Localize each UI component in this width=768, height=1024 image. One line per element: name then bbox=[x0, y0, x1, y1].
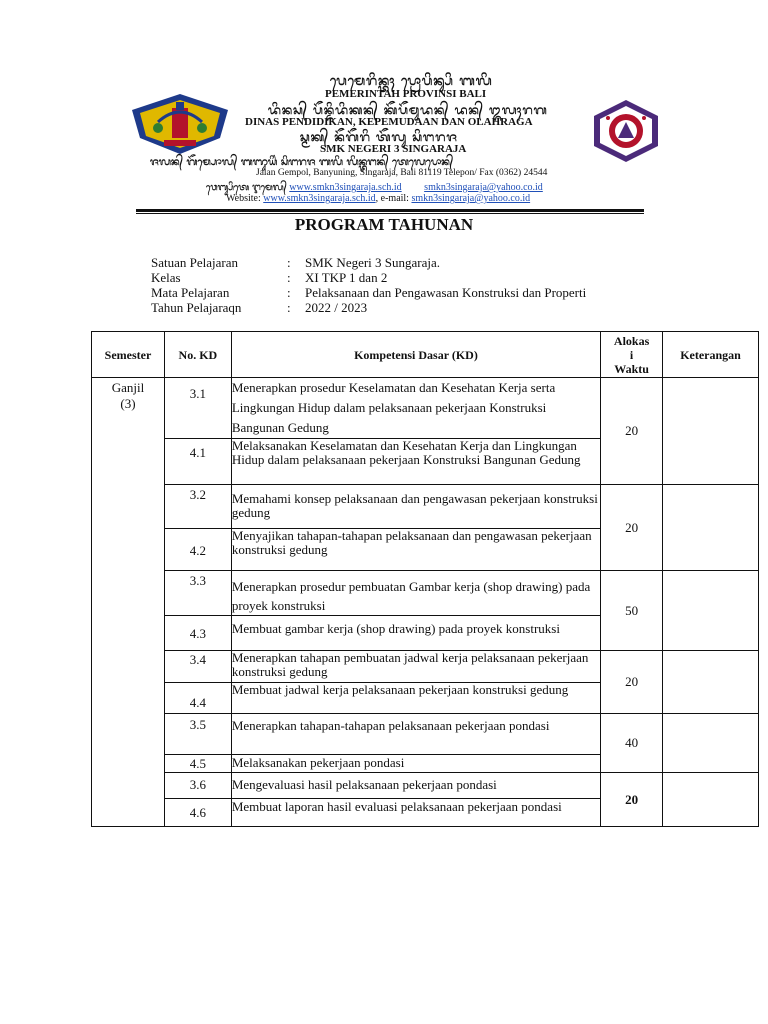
kd-number: 3.1 bbox=[164, 378, 231, 439]
kd-description: Melaksanakan pekerjaan pondasi bbox=[231, 755, 600, 773]
kd-number: 4.2 bbox=[164, 529, 231, 571]
header-alokasi-line: Alokas bbox=[613, 333, 650, 348]
balinese-script-line: ᬧᬾᬫᬾᬭᬶᬦ᭄ᬢᬄ ᬧ᭄ᬭᭀᬧᬶᬦ᭄ᬲᬶ ᬩᬮᬶ bbox=[330, 74, 493, 89]
email-link[interactable]: smkn3singaraja@yahoo.co.id bbox=[411, 193, 531, 204]
letterhead-divider-thin bbox=[136, 213, 644, 214]
contact-line-2 bbox=[226, 193, 530, 204]
kd-number: 3.5 bbox=[164, 714, 231, 755]
identity-separator: : bbox=[287, 300, 291, 315]
kd-description: Menyajikan tahapan-tahapan pelaksanaan dan pengawasan pekerjaan konstruksi gedung bbox=[231, 529, 600, 571]
kd-description: Membuat gambar kerja (shop drawing) pada proyek konstruksi bbox=[231, 616, 600, 651]
balinese-script-line: ᬤᬶᬦᬲ᭄ ᬧᭂᬦ᭄ᬤᬶᬤᬶᬓᬦ᭄ ᬓᭂᬧᭂᬫᬸᬤᬦ᭄ ᬤᬦ᭄ ᬑᬮᬄᬭᬕ bbox=[268, 103, 548, 117]
kd-description: Menerapkan prosedur pembuatan Gambar kerja (shop drawing) pada proyek konstruksi bbox=[231, 571, 600, 616]
letterhead-divider bbox=[136, 209, 644, 212]
kd-description: Membuat laporan hasil evaluasi pelaksanaan pekerjaan pondasi bbox=[231, 799, 600, 827]
alokasi-cell: 20 bbox=[601, 651, 663, 714]
identity-separator: : bbox=[287, 270, 291, 285]
department-name: DINAS PENDIDIKAN, KEPEMUDAAN DAN OLAHRAGA bbox=[245, 116, 533, 128]
keterangan-cell bbox=[663, 571, 759, 651]
kd-description: Mengevaluasi hasil pelaksanaan pekerjaan pondasi bbox=[231, 773, 600, 799]
keterangan-cell bbox=[663, 773, 759, 827]
kd-table bbox=[91, 331, 759, 827]
identity-block bbox=[151, 255, 586, 315]
header-no-kd: No. KD bbox=[164, 332, 231, 378]
alokasi-cell: 20 bbox=[601, 773, 663, 827]
header-alokasi-line: Waktu bbox=[614, 361, 649, 376]
kd-number: 4.3 bbox=[164, 616, 231, 651]
semester-number: (3) bbox=[120, 396, 136, 411]
kd-number: 3.2 bbox=[164, 485, 231, 529]
identity-value: SMK Negeri 3 Sungaraja. bbox=[305, 255, 441, 270]
kd-number: 3.3 bbox=[164, 571, 231, 616]
identity-value: 2022 / 2023 bbox=[305, 300, 368, 315]
header-keterangan: Keterangan bbox=[663, 332, 759, 378]
balinese-script-line: ᬚᬮᬦ᭄ ᬕᭂᬫ᭄ᬧᭀᬮ᭄ ᬩᬜᬸᬬᬶᬂ ᬲᬶᬗᬭᬚ ᬩᬮᬶ ᬮᬶᬦ᭄ᬢᬗᬦ᭄ ᬢᬾᬮᬾᬧᭀᬦ᭄ bbox=[150, 157, 454, 168]
table-header-row bbox=[92, 332, 759, 378]
keterangan-cell bbox=[663, 378, 759, 485]
table-row bbox=[92, 773, 759, 799]
table-row bbox=[92, 485, 759, 529]
identity-label: Mata Pelajaran bbox=[151, 285, 230, 300]
identity-row bbox=[151, 300, 586, 315]
email-label: , e-mail: bbox=[375, 193, 409, 204]
identity-label: Satuan Pelajaran bbox=[151, 255, 238, 270]
kd-number: 4.5 bbox=[164, 755, 231, 773]
kd-number: 4.4 bbox=[164, 683, 231, 714]
identity-row bbox=[151, 285, 586, 300]
kd-description: Menerapkan prosedur Keselamatan dan Kesehatan Kerja serta Lingkungan Hidup dalam pelaksanaan pekerjaan Konstruksi Bangunan Gedung bbox=[231, 378, 600, 439]
header-alokasi-waktu bbox=[601, 332, 663, 378]
kd-description: Melaksanakan Keselamatan dan Kesehatan Kerja dan Lingkungan Hidup dalam pelaksanaan pekerjaan Konstruksi Bangunan Gedung bbox=[231, 439, 600, 485]
semester-label: Ganjil bbox=[111, 380, 145, 395]
identity-row bbox=[151, 270, 586, 285]
identity-value: Pelaksanaan dan Pengawasan Konstruksi dan Properti bbox=[305, 285, 587, 300]
school-address: Jalan Gempol, Banyuning, Singaraja, Bali 81119 Telepon/ Fax (0362) 24544 bbox=[256, 168, 548, 178]
email-link[interactable]: smkn3singaraja@yahoo.co.id bbox=[424, 182, 543, 193]
kd-number: 4.1 bbox=[164, 439, 231, 485]
kd-description: Memahami konsep pelaksanaan dan pengawasan pekerjaan konstruksi gedung bbox=[231, 485, 600, 529]
kd-number: 3.4 bbox=[164, 651, 231, 683]
alokasi-cell: 20 bbox=[601, 485, 663, 571]
alokasi-cell: 40 bbox=[601, 714, 663, 773]
website-label: Website: bbox=[226, 193, 261, 204]
balinese-script-line: ᬯᬾᬩ᭄ᬲᬶᬢᬾ ᬇᬫᬾᬮ᭄ bbox=[206, 183, 287, 193]
identity-row bbox=[151, 255, 586, 270]
table-row bbox=[92, 714, 759, 755]
header-semester: Semester bbox=[92, 332, 165, 378]
school-logo bbox=[590, 98, 662, 164]
keterangan-cell bbox=[663, 651, 759, 714]
school-name: SMK NEGERI 3 SINGARAJA bbox=[320, 143, 467, 155]
kd-description: Menerapkan tahapan pembuatan jadwal kerja pelaksanaan pekerjaan konstruksi gedung bbox=[231, 651, 600, 683]
keterangan-cell bbox=[663, 485, 759, 571]
website-link[interactable]: www.smkn3singaraja.sch.id bbox=[289, 182, 402, 193]
website-link[interactable]: www.smkn3singaraja.sch.id bbox=[263, 193, 376, 204]
alokasi-cell: 20 bbox=[601, 378, 663, 485]
table-row bbox=[92, 378, 759, 439]
identity-label: Tahun Pelajaraqn bbox=[151, 300, 242, 315]
bali-province-emblem bbox=[128, 92, 232, 156]
identity-separator: : bbox=[287, 285, 291, 300]
table-row bbox=[92, 651, 759, 683]
document-title: PROGRAM TAHUNAN bbox=[294, 215, 474, 234]
province-name: PEMERINTAH PROVINSI BALI bbox=[325, 88, 487, 100]
balinese-script-line: ᬲ᭄ᬫᬓ᭄ ᬦᭂᬕᭂᬭᬶ ᬢᭂᬮᬸ ᬲᬶᬗᬭᬚ bbox=[300, 130, 458, 144]
header-kd: Kompetensi Dasar (KD) bbox=[231, 332, 600, 378]
kd-number: 3.6 bbox=[164, 773, 231, 799]
kd-description: Menerapkan tahapan-tahapan pelaksanaan pekerjaan pondasi bbox=[231, 714, 600, 755]
header-alokasi-line: i bbox=[629, 347, 634, 362]
kd-number: 4.6 bbox=[164, 799, 231, 827]
kd-description: Membuat jadwal kerja pelaksanaan pekerjaan konstruksi gedung bbox=[231, 683, 600, 714]
semester-cell bbox=[92, 378, 165, 827]
keterangan-cell bbox=[663, 714, 759, 773]
identity-separator: : bbox=[287, 255, 291, 270]
alokasi-cell: 50 bbox=[601, 571, 663, 651]
identity-value: XI TKP 1 dan 2 bbox=[305, 270, 388, 285]
table-row bbox=[92, 571, 759, 616]
identity-label: Kelas bbox=[151, 270, 181, 285]
